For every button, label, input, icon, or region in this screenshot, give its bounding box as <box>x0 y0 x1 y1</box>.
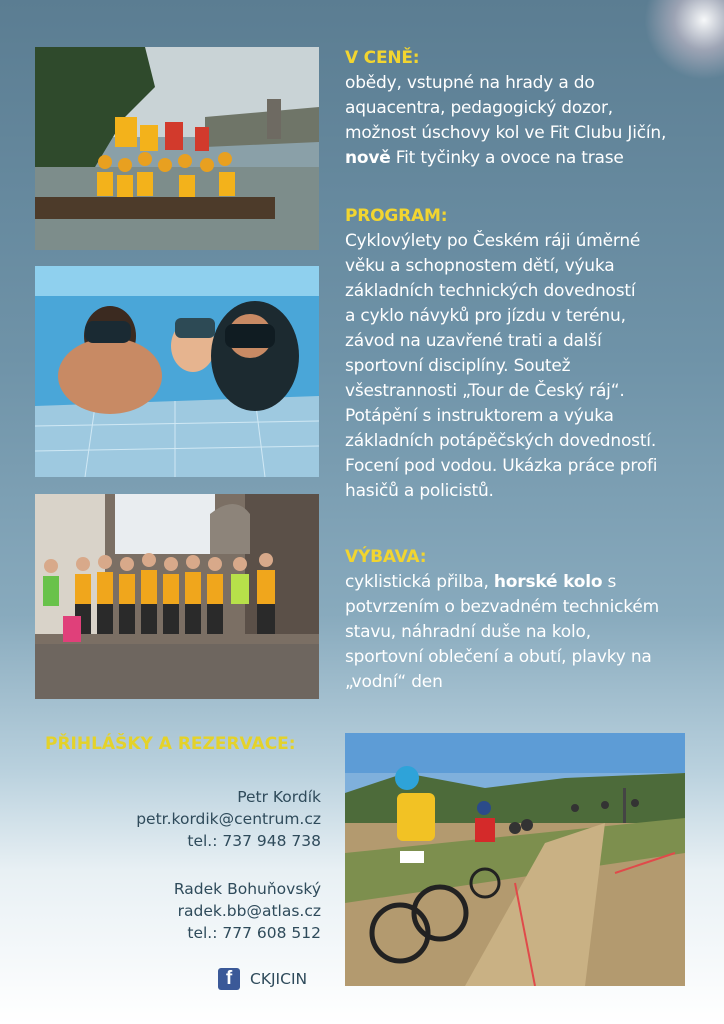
contact-email-link[interactable]: petr.kordik@centrum.cz <box>136 810 321 828</box>
equipment-line: potvrzením o bezvadném technickém <box>345 597 659 617</box>
program-line: Cyklovýlety po Českém ráji úměrné <box>345 231 641 251</box>
equipment-heading: VÝBAVA: <box>345 547 427 567</box>
contact-phone: tel.: 737 948 738 <box>187 832 321 850</box>
equipment-line-1-post: s <box>602 572 617 592</box>
facebook-icon: f <box>218 968 240 990</box>
facebook-label: CKJICIN <box>250 970 308 988</box>
equipment-line: stavu, náhradní duše na kolo, <box>345 622 591 642</box>
equipment-line: „vodní“ den <box>345 672 443 692</box>
program-heading: PROGRAM: <box>345 206 448 226</box>
equipment-section <box>345 545 705 695</box>
photo-group-at-castle <box>35 494 319 699</box>
facebook-link[interactable] <box>218 968 307 990</box>
program-line: Focení pod vodou. Ukázka práce profi <box>345 456 658 476</box>
equipment-line: sportovní oblečení a obutí, plavky na <box>345 647 652 667</box>
price-line-2: aquacentra, pedagogický dozor, <box>345 98 613 118</box>
program-line: sportovní disciplíny. Soutež <box>345 356 571 376</box>
price-line-1: obědy, vstupné na hrady a do <box>345 73 595 93</box>
program-line: závod na uzavřené trati a další <box>345 331 602 351</box>
photo-underwater-diving <box>35 266 319 477</box>
contact-phone: tel.: 777 608 512 <box>187 924 321 942</box>
program-line: věku a schopnostem dětí, výuka <box>345 256 615 276</box>
program-section <box>345 204 705 504</box>
photo-mtb-race <box>345 733 685 986</box>
contact-email-link[interactable]: radek.bb@atlas.cz <box>177 902 321 920</box>
contact-name: Radek Bohuňovský <box>173 880 321 898</box>
equipment-bike-label: horské kolo <box>493 572 603 592</box>
program-line: Potápění s instruktorem a výuka <box>345 406 614 426</box>
contact-person-2 <box>174 878 321 944</box>
contact-person-1 <box>136 786 321 852</box>
equipment-line-1-pre: cyklistická přilba, <box>345 572 494 592</box>
program-line: hasičů a policistů. <box>345 481 494 501</box>
price-new-label: nově <box>345 148 391 168</box>
equipment-line-1 <box>345 570 705 595</box>
price-section <box>345 46 705 171</box>
photo-group-by-lake <box>35 47 319 250</box>
program-line: a cyklo návyků pro jízdu v terénu, <box>345 306 626 326</box>
contact-name: Petr Kordík <box>237 788 321 806</box>
program-line: základních potápěčských dovedností. <box>345 431 657 451</box>
program-line: všestrannosti „Tour de Český ráj“. <box>345 381 625 401</box>
price-line-3: možnost úschovy kol ve Fit Clubu Jičín, <box>345 123 667 143</box>
price-heading: V CENĚ: <box>345 48 420 68</box>
price-line-4 <box>345 146 705 171</box>
registration-heading: PŘIHLÁŠKY A REZERVACE: <box>45 734 296 754</box>
program-line: základních technických dovedností <box>345 281 636 301</box>
price-line-4-rest: Fit tyčinky a ovoce na trase <box>390 148 624 168</box>
